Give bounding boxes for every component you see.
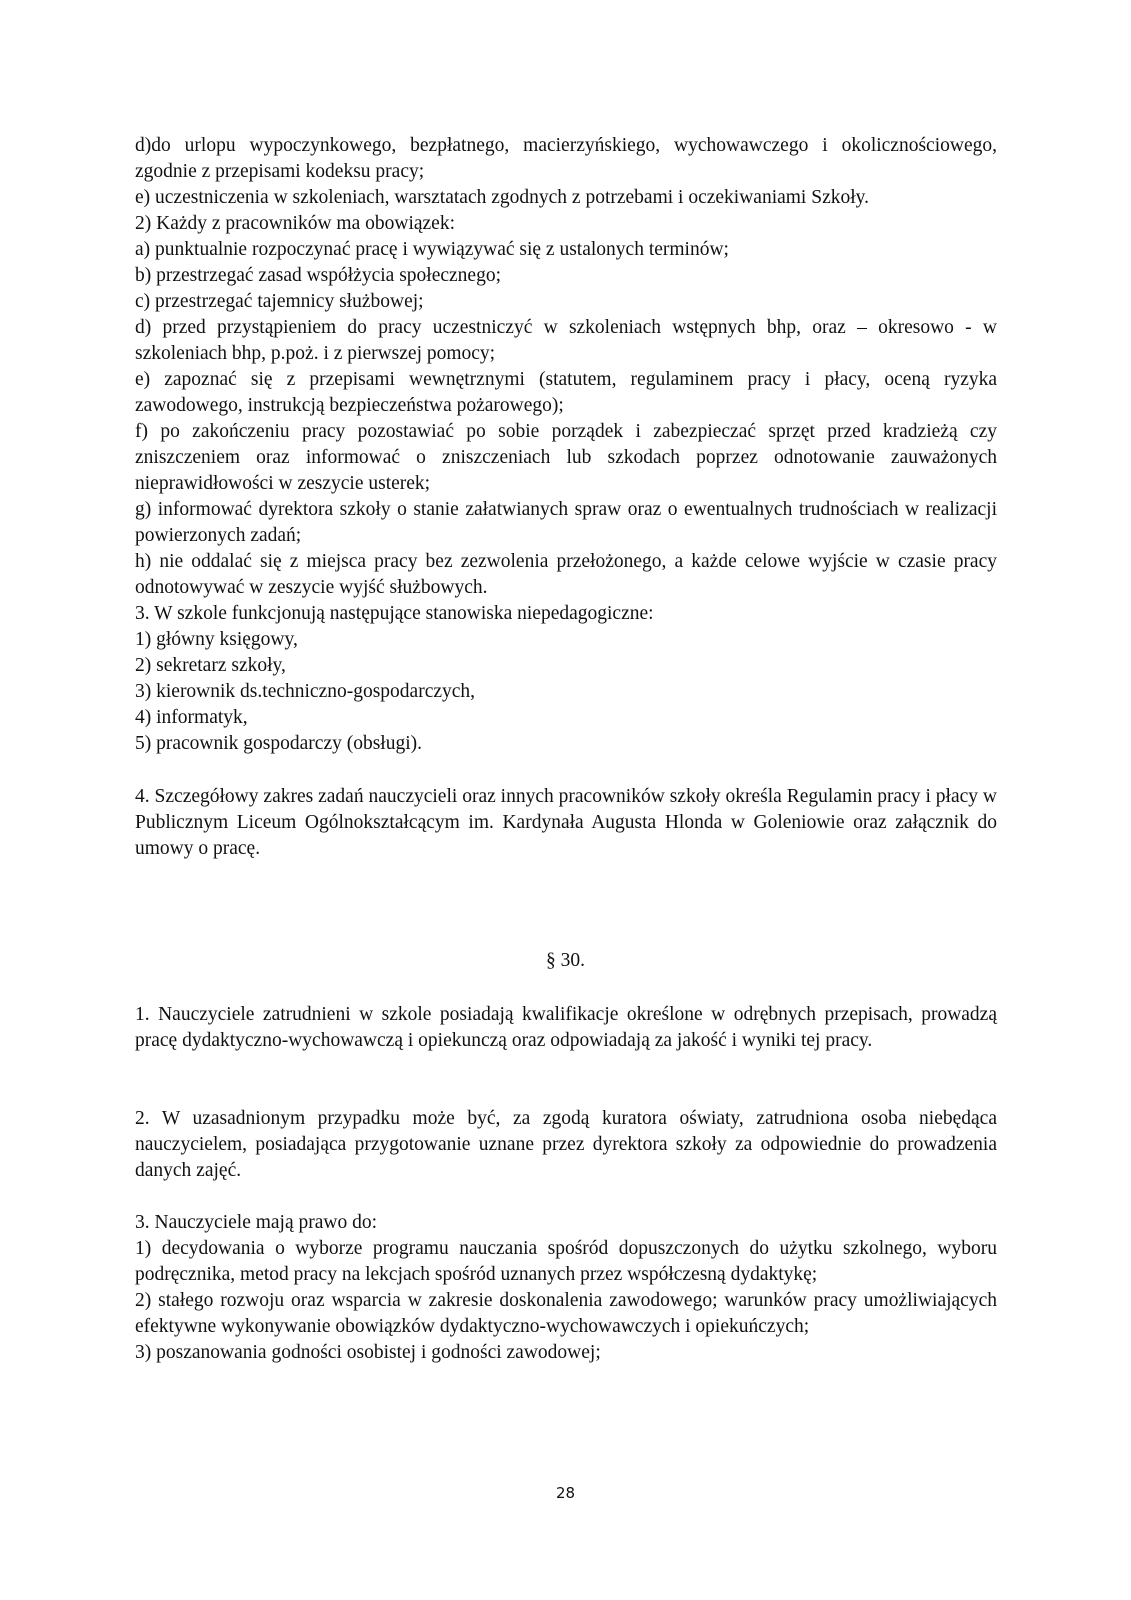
paragraph: 4) informatyk, — [135, 707, 248, 728]
section-heading: § 30. — [546, 950, 585, 971]
paragraph: 3) kierownik ds.techniczno-gospodarczych, — [135, 681, 476, 702]
paragraph: a) punktualnie rozpoczynać pracę i wywiązywać się z ustalonych terminów; — [135, 239, 729, 260]
paragraph: 2. W uzasadnionym przypadku może być, za zgodą kuratora oświaty, zatrudniona osoba niebędąca nauczycielem, posiadająca przygotowanie uznane przez dyrektora szkoły za odpowiednie do prowadzenia danych zajęć. — [135, 1108, 997, 1181]
paragraph: 3) poszanowania godności osobistej i godności zawodowej; — [135, 1342, 601, 1363]
paragraph: h) nie oddalać się z miejsca pracy bez zezwolenia przełożonego, a każde celowe wyjście w czasie pracy odnotowywać w zeszycie wyjść służbowych. — [135, 551, 997, 598]
paragraph: 2) Każdy z pracowników ma obowiązek: — [135, 213, 456, 234]
paragraph: 1) główny księgowy, — [135, 629, 298, 650]
paragraph: 2) stałego rozwoju oraz wsparcia w zakresie doskonalenia zawodowego; warunków pracy umożliwiających efektywne wykonywanie obowiązków dydaktyczno-wychowawczych i opiekuńczych; — [135, 1290, 997, 1337]
paragraph: 3. Nauczyciele mają prawo do: — [135, 1212, 378, 1233]
paragraph: 1) decydowania o wyborze programu nauczania spośród dopuszczonych do użytku szkolnego, wyboru podręcznika, metod pracy na lekcjach spośród uznanych przez współczesną dydaktykę; — [135, 1238, 997, 1285]
paragraph: c) przestrzegać tajemnicy służbowej; — [135, 291, 424, 312]
paragraph: g) informować dyrektora szkoły o stanie załatwianych spraw oraz o ewentualnych trudnościach w realizacji powierzonych zadań; — [135, 499, 997, 546]
text-block-non-teacher-employment — [135, 1106, 997, 1184]
paragraph: b) przestrzegać zasad współżycia społecznego; — [135, 265, 501, 286]
paragraph: 5) pracownik gospodarczy (obsługi). — [135, 733, 423, 754]
paragraph: 3. W szkole funkcjonują następujące stanowiska niepedagogiczne: — [135, 603, 654, 624]
text-block-task-scope — [135, 784, 997, 862]
paragraph: d)do urlopu wypoczynkowego, bezpłatnego, macierzyńskiego, wychowawczego i okolicznościowego, zgodnie z przepisami kodeksu pracy; — [135, 135, 997, 182]
paragraph: d) przed przystąpieniem do pracy uczestniczyć w szkoleniach wstępnych bhp, oraz – okresowo - w szkoleniach bhp, p.poż. i z pierwszej pomocy; — [135, 317, 997, 364]
paragraph: 4. Szczegółowy zakres zadań nauczycieli oraz innych pracowników szkoły określa Regulamin pracy i płacy w Publicznym Liceum Ogólnokształcącym im. Kardynała Augusta Hlonda w Goleniowie oraz załącznik do umowy o pracę. — [135, 786, 997, 859]
paragraph: 1. Nauczyciele zatrudnieni w szkole posiadają kwalifikacje określone w odrębnych przepisach, prowadzą pracę dydaktyczno-wychowawczą i opiekunczą oraz odpowiadają za jakość i wyniki tej pracy. — [135, 1004, 997, 1051]
paragraph: 2) sekretarz szkoły, — [135, 655, 286, 676]
paragraph: e) uczestniczenia w szkoleniach, warsztatach zgodnych z potrzebami i oczekiwaniami Szkoły. — [135, 187, 870, 208]
paragraph: f) po zakończeniu pracy pozostawiać po sobie porządek i zabezpieczać sprzęt przed kradzieżą czy zniszczeniem oraz informować o zniszczeniach lub szkodach poprzez odnotowanie zauważonych nieprawidłowości w zeszycie usterek; — [135, 421, 997, 494]
page-number: 28 — [555, 1484, 576, 1502]
text-block-work-duties — [135, 133, 997, 757]
paragraph: e) zapoznać się z przepisami wewnętrznymi (statutem, regulaminem pracy i płacy, oceną ryzyka zawodowego, instrukcją bezpieczeństwa pożarowego); — [135, 369, 997, 416]
text-block-teacher-rights — [135, 1210, 997, 1366]
text-block-teacher-qualifications — [135, 1002, 997, 1054]
